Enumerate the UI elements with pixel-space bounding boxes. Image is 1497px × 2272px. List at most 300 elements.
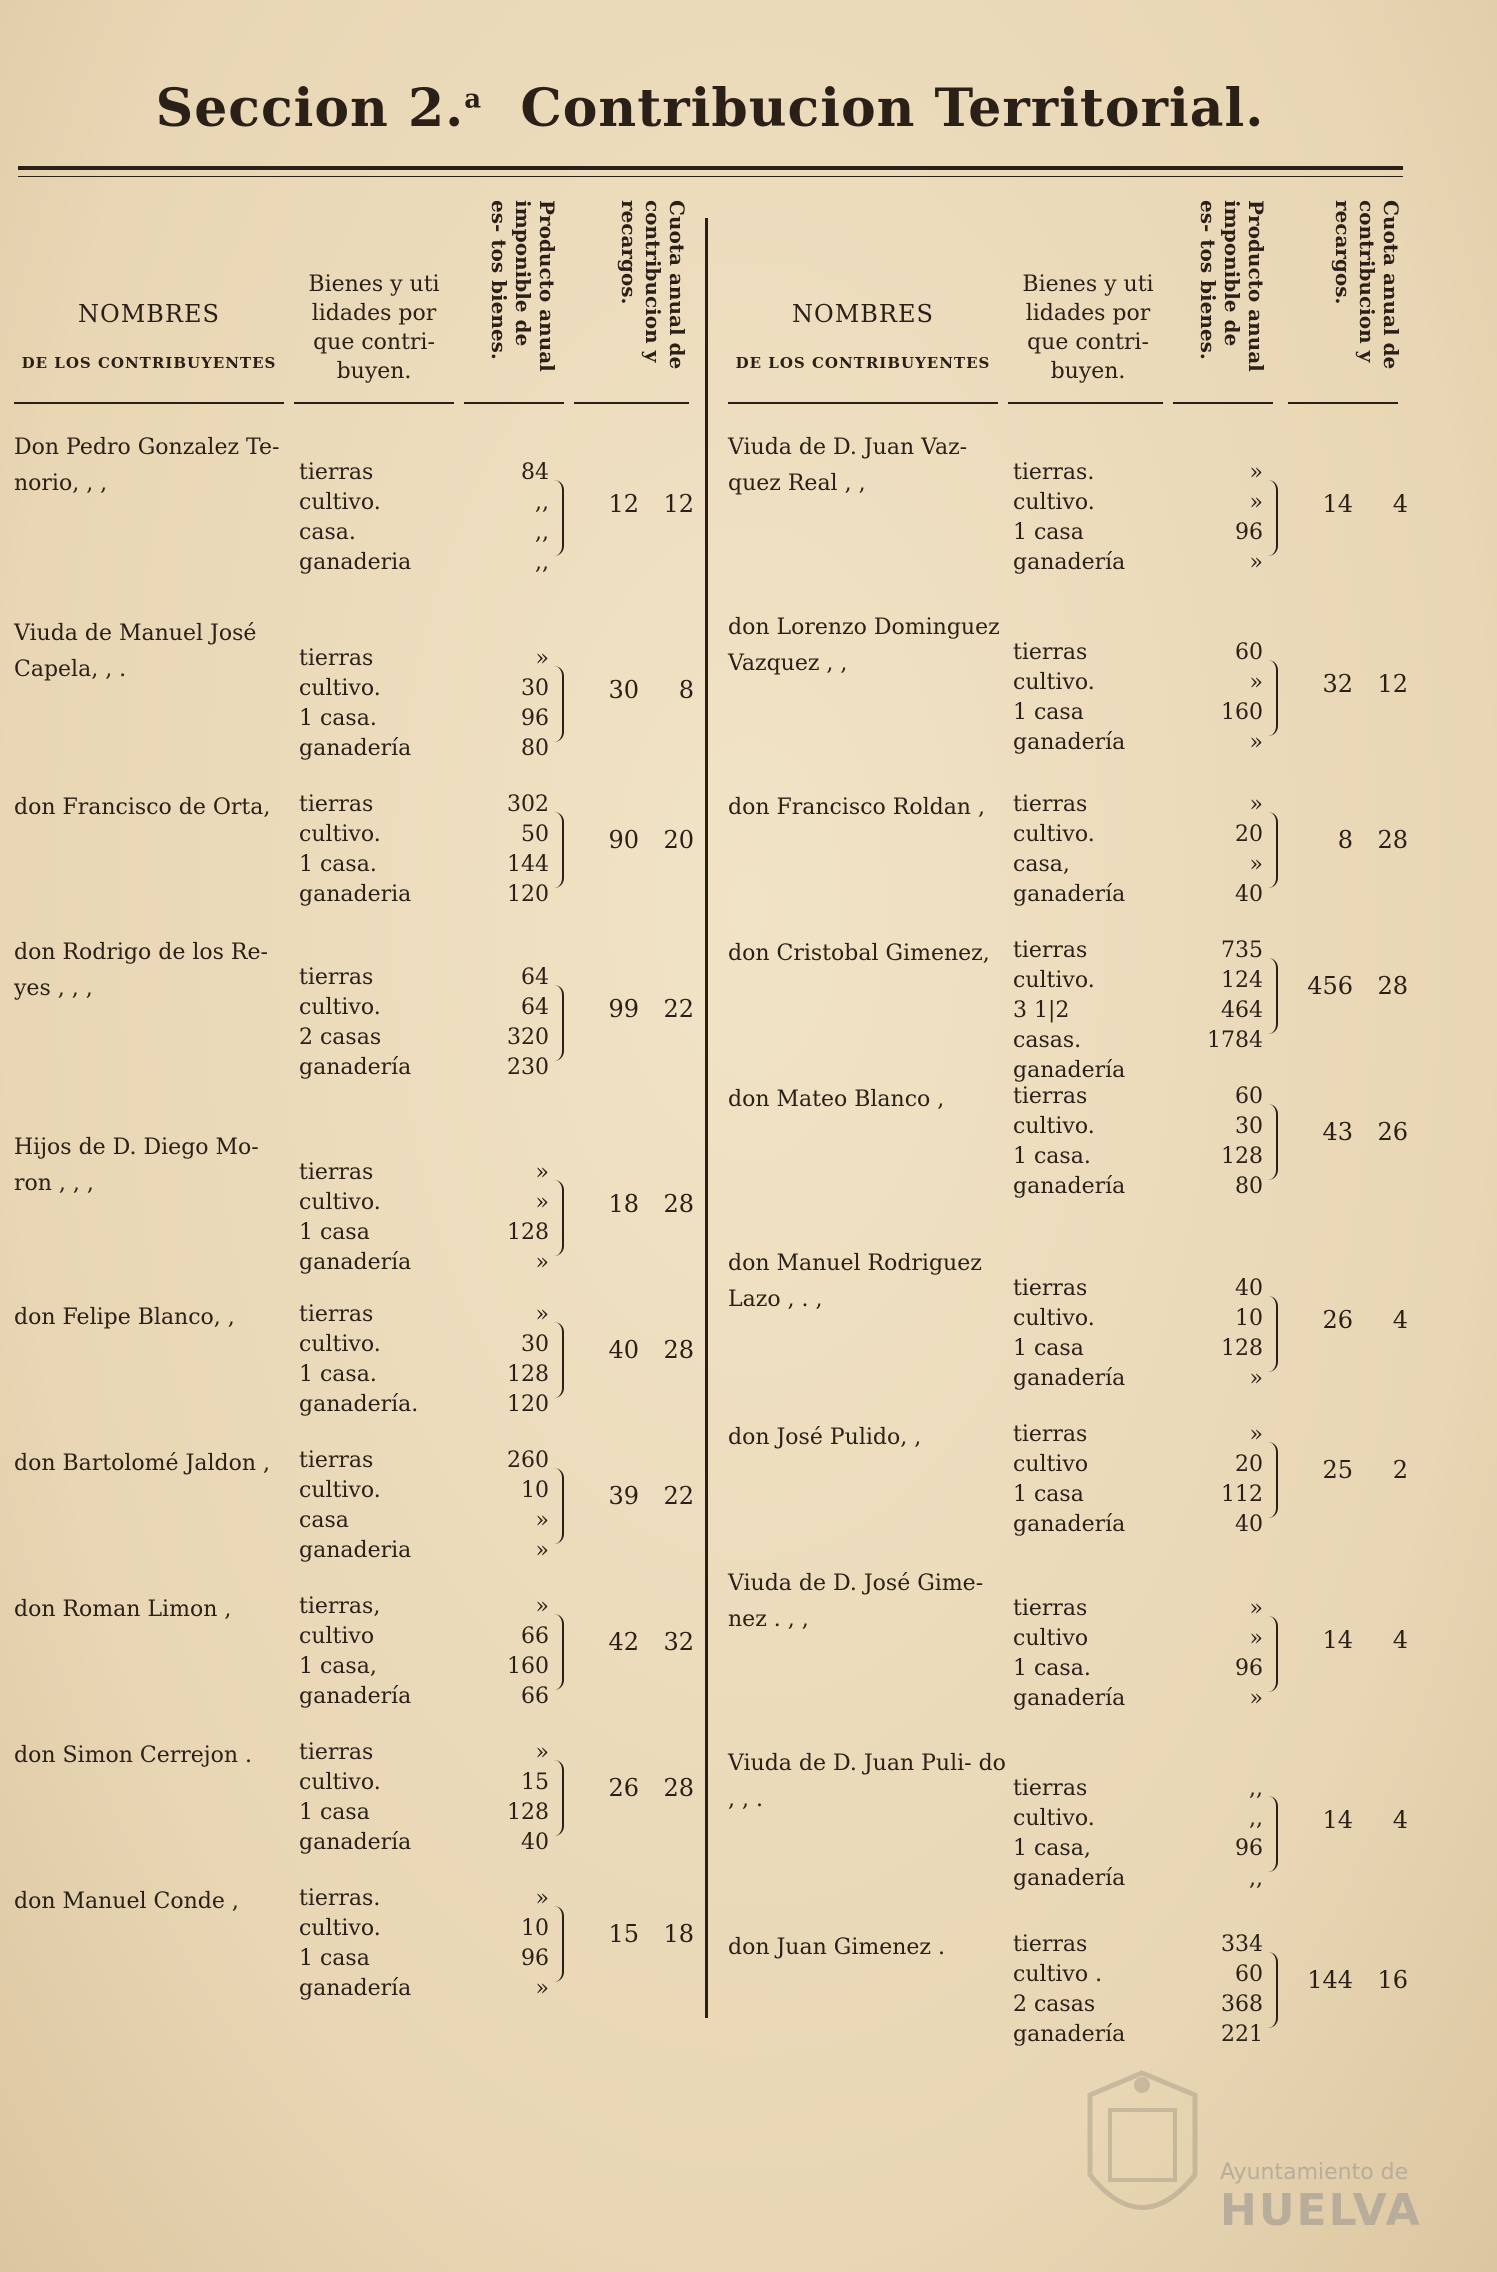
item-label: ganadería xyxy=(1013,1366,1126,1391)
value-list xyxy=(1163,1930,1263,2050)
item-value: 221 xyxy=(1221,2022,1263,2047)
value-list xyxy=(1163,458,1263,578)
item-label: ganadería xyxy=(299,736,412,761)
cuota-value xyxy=(574,826,694,854)
item-value: » xyxy=(1249,1626,1263,1651)
contributor-name: don Lorenzo Dominguez Vazquez , , xyxy=(728,615,1000,676)
brace xyxy=(554,1180,564,1256)
cuota-value xyxy=(574,490,694,518)
item-value: 112 xyxy=(1221,1482,1263,1507)
value-list xyxy=(449,1738,549,1858)
contributor-entry xyxy=(728,936,1428,1083)
item-label: tierras xyxy=(1013,640,1088,665)
item-label: cultivo. xyxy=(299,1478,381,1503)
item-value: » xyxy=(1249,1422,1263,1447)
item-label: tierras xyxy=(1013,792,1088,817)
item-label: tierras xyxy=(299,1740,374,1765)
watermark-line2: HUELVA xyxy=(1220,2185,1422,2236)
brace xyxy=(554,480,564,556)
item-value: 10 xyxy=(521,1478,549,1503)
item-value: 368 xyxy=(1221,1992,1263,2017)
cuota-fraction: 28 xyxy=(663,1774,694,1802)
cuota-value xyxy=(1288,1118,1408,1146)
cuota-value xyxy=(574,1336,694,1364)
item-value: 128 xyxy=(507,1800,549,1825)
item-label: cultivo . xyxy=(1013,1962,1103,1987)
item-label: casa, xyxy=(1013,852,1070,877)
title-rule-thin xyxy=(18,176,1403,177)
item-label: ganadería xyxy=(299,1055,412,1080)
contributor-name: Hijos de D. Diego Mo- ron , , , xyxy=(14,1135,259,1196)
cuota-fraction: 4 xyxy=(1392,1806,1408,1834)
contributor-name: don Mateo Blanco , xyxy=(728,1087,945,1112)
item-list xyxy=(1013,1774,1133,1894)
item-value: » xyxy=(1249,730,1263,755)
item-value: » xyxy=(1249,490,1263,515)
item-label: cultivo. xyxy=(299,822,381,847)
cuota-value xyxy=(574,995,694,1023)
item-value: 30 xyxy=(521,676,549,701)
item-list xyxy=(1013,1420,1133,1540)
contributor-entry xyxy=(728,1566,1428,1711)
value-list xyxy=(449,1300,549,1420)
item-value: 60 xyxy=(1235,1962,1263,1987)
item-list xyxy=(1013,1594,1133,1714)
value-list xyxy=(449,1884,549,2004)
item-value: 96 xyxy=(1235,520,1263,545)
contributor-name: don Bartolomé Jaldon , xyxy=(14,1451,270,1476)
table-header xyxy=(728,190,1428,410)
cuota-value xyxy=(574,1482,694,1510)
brace xyxy=(1268,1296,1278,1372)
item-label: cultivo. xyxy=(299,1332,381,1357)
item-label: tierras xyxy=(299,1160,374,1185)
item-value: 230 xyxy=(507,1055,549,1080)
item-value: 96 xyxy=(1235,1836,1263,1861)
item-label: cultivo. xyxy=(1013,1806,1095,1831)
cuota-value xyxy=(1288,1626,1408,1654)
value-list xyxy=(1163,1274,1263,1394)
watermark-line1: Ayuntamiento de xyxy=(1220,2160,1409,2185)
item-label: tierras xyxy=(299,460,374,485)
item-value: 160 xyxy=(1221,700,1263,725)
item-value: 30 xyxy=(521,1332,549,1357)
contributor-entry xyxy=(728,1746,1428,1891)
item-value: ,, xyxy=(1249,1866,1263,1891)
item-label: 1 casa xyxy=(299,1800,370,1825)
watermark xyxy=(1220,2160,1422,2236)
value-list xyxy=(1163,1774,1263,1894)
contributor-name: don Rodrigo de los Re- yes , , , xyxy=(14,940,268,1001)
brace xyxy=(1268,1952,1278,2028)
item-value: 96 xyxy=(521,706,549,731)
cuota-main: 456 xyxy=(1307,972,1353,1000)
header-underline xyxy=(1008,402,1163,404)
contributor-entry xyxy=(14,790,699,930)
item-label: ganadería xyxy=(1013,1686,1126,1711)
cuota-fraction: 16 xyxy=(1377,1966,1408,1994)
cuota-fraction: 4 xyxy=(1392,490,1408,518)
item-label: ganadería xyxy=(299,1684,412,1709)
item-value: » xyxy=(1249,550,1263,575)
value-list xyxy=(449,1158,549,1278)
cuota-main: 99 xyxy=(608,995,639,1023)
item-list xyxy=(299,963,419,1083)
item-value: 40 xyxy=(1235,882,1263,907)
item-value: 260 xyxy=(507,1448,549,1473)
cuota-fraction: 32 xyxy=(663,1628,694,1656)
contributor-name: don Francisco de Orta, xyxy=(14,795,271,820)
contributor-entry xyxy=(728,1246,1428,1391)
contributor-name: don Juan Gimenez . xyxy=(728,1935,946,1960)
item-label: 1 casa. xyxy=(299,1362,377,1387)
cuota-value xyxy=(574,676,694,704)
item-value: 302 xyxy=(507,792,549,817)
item-label: cultivo. xyxy=(299,490,381,515)
item-value: » xyxy=(535,1160,549,1185)
bienes-heading: Bienes y uti lidades por que contri- buyen. xyxy=(308,272,440,384)
header-underline xyxy=(14,402,284,404)
brace xyxy=(1268,812,1278,888)
item-value: 66 xyxy=(521,1624,549,1649)
item-value: 120 xyxy=(507,1392,549,1417)
contributor-entry xyxy=(14,1446,699,1586)
contributor-entry xyxy=(728,1420,1428,1560)
item-label: tierras xyxy=(1013,1932,1088,1957)
brace xyxy=(554,1322,564,1398)
value-list xyxy=(1163,638,1263,758)
contributor-name: don Francisco Roldan , xyxy=(728,795,985,820)
item-label: cultivo. xyxy=(1013,1306,1095,1331)
cuota-fraction: 12 xyxy=(1377,670,1408,698)
item-value: 15 xyxy=(521,1770,549,1795)
item-value: 20 xyxy=(1235,1452,1263,1477)
item-label: 1 casa xyxy=(299,1946,370,1971)
item-value: 96 xyxy=(1235,1656,1263,1681)
cuota-main: 14 xyxy=(1322,1626,1353,1654)
item-list xyxy=(1013,1930,1133,2050)
cuota-fraction: 26 xyxy=(1377,1118,1408,1146)
item-value: 60 xyxy=(1235,1084,1263,1109)
cuota-fraction: 22 xyxy=(663,995,694,1023)
item-label: cultivo xyxy=(299,1624,375,1649)
item-list xyxy=(1013,458,1133,578)
item-value: 96 xyxy=(521,1946,549,1971)
brace xyxy=(1268,660,1278,736)
item-value: » xyxy=(1249,1366,1263,1391)
item-label: 1 casa xyxy=(299,1220,370,1245)
item-value: 64 xyxy=(521,965,549,990)
brace xyxy=(1268,1104,1278,1180)
title-rule xyxy=(18,166,1403,170)
item-value: » xyxy=(1249,852,1263,877)
item-value: » xyxy=(1249,1686,1263,1711)
item-value: » xyxy=(1249,670,1263,695)
contributor-entry xyxy=(14,1738,699,1878)
item-value: ,, xyxy=(1249,1806,1263,1831)
contributor-name: don José Pulido, , xyxy=(728,1425,922,1450)
cuota-value xyxy=(1288,1966,1408,1994)
item-label: tierras xyxy=(1013,1276,1088,1301)
item-label: ganaderia xyxy=(299,550,412,575)
cuota-fraction: 28 xyxy=(1377,826,1408,854)
item-value: 334 xyxy=(1221,1932,1263,1957)
names-header xyxy=(14,300,284,372)
value-list xyxy=(1163,1594,1263,1714)
cuota-main: 14 xyxy=(1322,490,1353,518)
item-value: 320 xyxy=(507,1025,549,1050)
contributor-name: don Felipe Blanco, , xyxy=(14,1305,235,1330)
brace xyxy=(554,1468,564,1544)
value-list xyxy=(449,644,549,764)
names-heading: NOMBRES xyxy=(78,300,220,328)
item-value: 128 xyxy=(507,1362,549,1387)
producto-heading: Producto anual imponible de es- tos bienes. xyxy=(1196,200,1268,372)
item-label: 1 casa xyxy=(1013,1482,1084,1507)
item-value: » xyxy=(535,1302,549,1327)
item-label: tierras xyxy=(1013,1596,1088,1621)
cuota-main: 25 xyxy=(1322,1456,1353,1484)
brace xyxy=(1268,958,1278,1034)
header-underline xyxy=(464,402,564,404)
brace xyxy=(554,666,564,742)
item-value: 144 xyxy=(507,852,549,877)
contributor-name: Viuda de D. José Gime- nez . , , xyxy=(728,1571,984,1632)
contributor-entry xyxy=(14,1884,699,2024)
item-list xyxy=(299,458,419,578)
value-list xyxy=(1163,1420,1263,1540)
item-value: 40 xyxy=(1235,1276,1263,1301)
cuota-main: 26 xyxy=(1322,1306,1353,1334)
value-list xyxy=(449,1446,549,1566)
item-value: 128 xyxy=(1221,1144,1263,1169)
cuota-value xyxy=(1288,826,1408,854)
item-value: 128 xyxy=(507,1220,549,1245)
item-label: 2 casas xyxy=(1013,1992,1096,2017)
item-label: tierras. xyxy=(299,1886,381,1911)
item-label: tierras xyxy=(1013,1422,1088,1447)
item-label: tierras. xyxy=(1013,460,1095,485)
cuota-main: 43 xyxy=(1322,1118,1353,1146)
contributor-entry xyxy=(728,430,1428,575)
left-table xyxy=(14,190,699,2090)
cuota-fraction: 18 xyxy=(663,1920,694,1948)
cuota-main: 8 xyxy=(1337,826,1353,854)
item-value: » xyxy=(535,1886,549,1911)
item-list xyxy=(1013,790,1133,910)
item-value: ,, xyxy=(535,520,549,545)
item-value: ,, xyxy=(1249,1776,1263,1801)
contributor-entry xyxy=(728,1082,1428,1222)
cuota-main: 15 xyxy=(608,1920,639,1948)
page-title xyxy=(0,78,1420,139)
contributor-entry xyxy=(728,1930,1428,2070)
item-label: casa. xyxy=(299,520,356,545)
contributor-entry xyxy=(14,935,699,1080)
cuota-value xyxy=(574,1628,694,1656)
cuota-value xyxy=(1288,1806,1408,1834)
item-list xyxy=(1013,936,1133,1086)
item-value: » xyxy=(535,1594,549,1619)
value-list xyxy=(1163,1082,1263,1202)
item-label: cultivo. xyxy=(1013,670,1095,695)
item-label: cultivo. xyxy=(299,1190,381,1215)
item-value: » xyxy=(1249,792,1263,817)
contributor-entry xyxy=(14,1300,699,1440)
cuota-main: 26 xyxy=(608,1774,639,1802)
item-label: ganaderia xyxy=(299,1538,412,1563)
contributor-name: don Simon Cerrejon . xyxy=(14,1743,252,1768)
item-value: 40 xyxy=(521,1830,549,1855)
item-label: cultivo. xyxy=(299,1770,381,1795)
item-value: » xyxy=(1249,460,1263,485)
cuota-fraction: 8 xyxy=(678,676,694,704)
item-value: 735 xyxy=(1221,938,1263,963)
contributor-name: don Roman Limon , xyxy=(14,1597,232,1622)
item-label: 1 casa, xyxy=(299,1654,377,1679)
brace xyxy=(554,812,564,888)
contributor-name: Viuda de Manuel José Capela, , . xyxy=(14,621,257,682)
contributor-name: Don Pedro Gonzalez Te- norio, , , xyxy=(14,435,280,496)
item-value: 10 xyxy=(521,1916,549,1941)
value-list xyxy=(449,1592,549,1712)
contributor-entry xyxy=(728,610,1428,755)
cuota-main: 42 xyxy=(608,1628,639,1656)
item-value: » xyxy=(535,1190,549,1215)
item-value: 124 xyxy=(1221,968,1263,993)
table-header xyxy=(14,190,699,410)
item-value: 120 xyxy=(507,882,549,907)
cuota-value xyxy=(1288,670,1408,698)
item-list xyxy=(299,1592,419,1712)
cuota-value xyxy=(574,1190,694,1218)
cuota-value xyxy=(1288,972,1408,1000)
item-label: 1 casa. xyxy=(299,852,377,877)
item-list xyxy=(1013,1274,1133,1394)
item-list xyxy=(299,790,419,910)
column-divider xyxy=(705,218,708,2018)
cuota-heading: Cuota anual de contribucion y recargos. xyxy=(1331,200,1403,370)
item-list xyxy=(299,1884,419,2004)
item-label: 1 casa xyxy=(1013,520,1084,545)
item-label: ganadería xyxy=(299,1976,412,2001)
item-label: 1 casa. xyxy=(1013,1144,1091,1169)
contribuyentes-heading: DE LOS CONTRIBUYENTES xyxy=(21,354,277,372)
title-section: Seccion 2. xyxy=(155,78,465,139)
header-underline xyxy=(1288,402,1398,404)
value-list xyxy=(449,963,549,1083)
brace xyxy=(1268,480,1278,556)
item-list xyxy=(299,1300,419,1420)
brace xyxy=(554,985,564,1061)
item-value: 84 xyxy=(521,460,549,485)
contributor-entry xyxy=(728,790,1428,930)
item-label: tierras xyxy=(299,1448,374,1473)
value-list xyxy=(449,458,549,578)
names-heading: NOMBRES xyxy=(792,300,934,328)
item-value: 128 xyxy=(1221,1336,1263,1361)
cuota-value xyxy=(1288,1456,1408,1484)
item-label: ganadería xyxy=(1013,550,1126,575)
item-list xyxy=(1013,638,1133,758)
item-label: cultivo xyxy=(1013,1452,1089,1477)
contribuyentes-heading: DE LOS CONTRIBUYENTES xyxy=(735,354,991,372)
contributor-name: Viuda de D. Juan Vaz- quez Real , , xyxy=(728,435,968,496)
contributor-entry xyxy=(14,1592,699,1732)
item-value: 20 xyxy=(1235,822,1263,847)
item-label: ganadería xyxy=(299,1250,412,1275)
item-label: 1 casa. xyxy=(299,706,377,731)
brace xyxy=(554,1906,564,1982)
cuota-value xyxy=(574,1920,694,1948)
item-value: » xyxy=(1249,1596,1263,1621)
cuota-main: 39 xyxy=(608,1482,639,1510)
contributor-entry xyxy=(14,616,699,761)
names-header xyxy=(728,300,998,372)
item-list xyxy=(299,1738,419,1858)
item-label: 2 casas xyxy=(299,1025,382,1050)
item-label: cultivo. xyxy=(299,1916,381,1941)
item-label: cultivo. xyxy=(299,676,381,701)
contributor-name: Viuda de D. Juan Puli- do , , . xyxy=(728,1751,1006,1812)
header-underline xyxy=(294,402,454,404)
value-list xyxy=(1163,790,1263,910)
item-label: 1 casa xyxy=(1013,1336,1084,1361)
right-table xyxy=(728,190,1428,2090)
producto-heading: Producto anual imponible de es- tos bienes. xyxy=(487,200,559,372)
cuota-heading: Cuota anual de contribucion y recargos. xyxy=(617,200,689,370)
item-value: 1784 xyxy=(1207,1028,1263,1053)
item-label: casa xyxy=(299,1508,349,1533)
cuota-main: 144 xyxy=(1307,1966,1353,1994)
header-underline xyxy=(1173,402,1273,404)
item-value: » xyxy=(535,1250,549,1275)
item-value: 40 xyxy=(1235,1512,1263,1537)
contributor-name: don Manuel Conde , xyxy=(14,1889,239,1914)
cuota-main: 30 xyxy=(608,676,639,704)
cuota-main: 14 xyxy=(1322,1806,1353,1834)
brace xyxy=(1268,1796,1278,1872)
cuota-value xyxy=(574,1774,694,1802)
item-value: 80 xyxy=(1235,1174,1263,1199)
item-value: » xyxy=(535,1508,549,1533)
item-label: cultivo. xyxy=(1013,968,1095,993)
item-label: cultivo xyxy=(1013,1626,1089,1651)
item-label: ganadería xyxy=(1013,1866,1126,1891)
item-value: 66 xyxy=(521,1684,549,1709)
item-label: tierras xyxy=(1013,938,1088,963)
item-label: tierras xyxy=(299,792,374,817)
item-label: 1 casa, xyxy=(1013,1836,1091,1861)
item-label: ganaderia xyxy=(299,882,412,907)
item-list xyxy=(299,1446,419,1566)
item-label: ganadería xyxy=(1013,882,1126,907)
cuota-main: 18 xyxy=(608,1190,639,1218)
brace xyxy=(554,1760,564,1836)
item-label: 1 casa. xyxy=(1013,1656,1091,1681)
item-value: 64 xyxy=(521,995,549,1020)
header-underline xyxy=(728,402,998,404)
brace xyxy=(554,1614,564,1690)
cuota-fraction: 22 xyxy=(663,1482,694,1510)
item-value: ,, xyxy=(535,550,549,575)
header-underline xyxy=(574,402,689,404)
item-label: cultivo. xyxy=(1013,1114,1095,1139)
cuota-fraction: 12 xyxy=(663,490,694,518)
cuota-value xyxy=(1288,1306,1408,1334)
contributor-entry xyxy=(14,1130,699,1275)
item-list xyxy=(299,1158,419,1278)
